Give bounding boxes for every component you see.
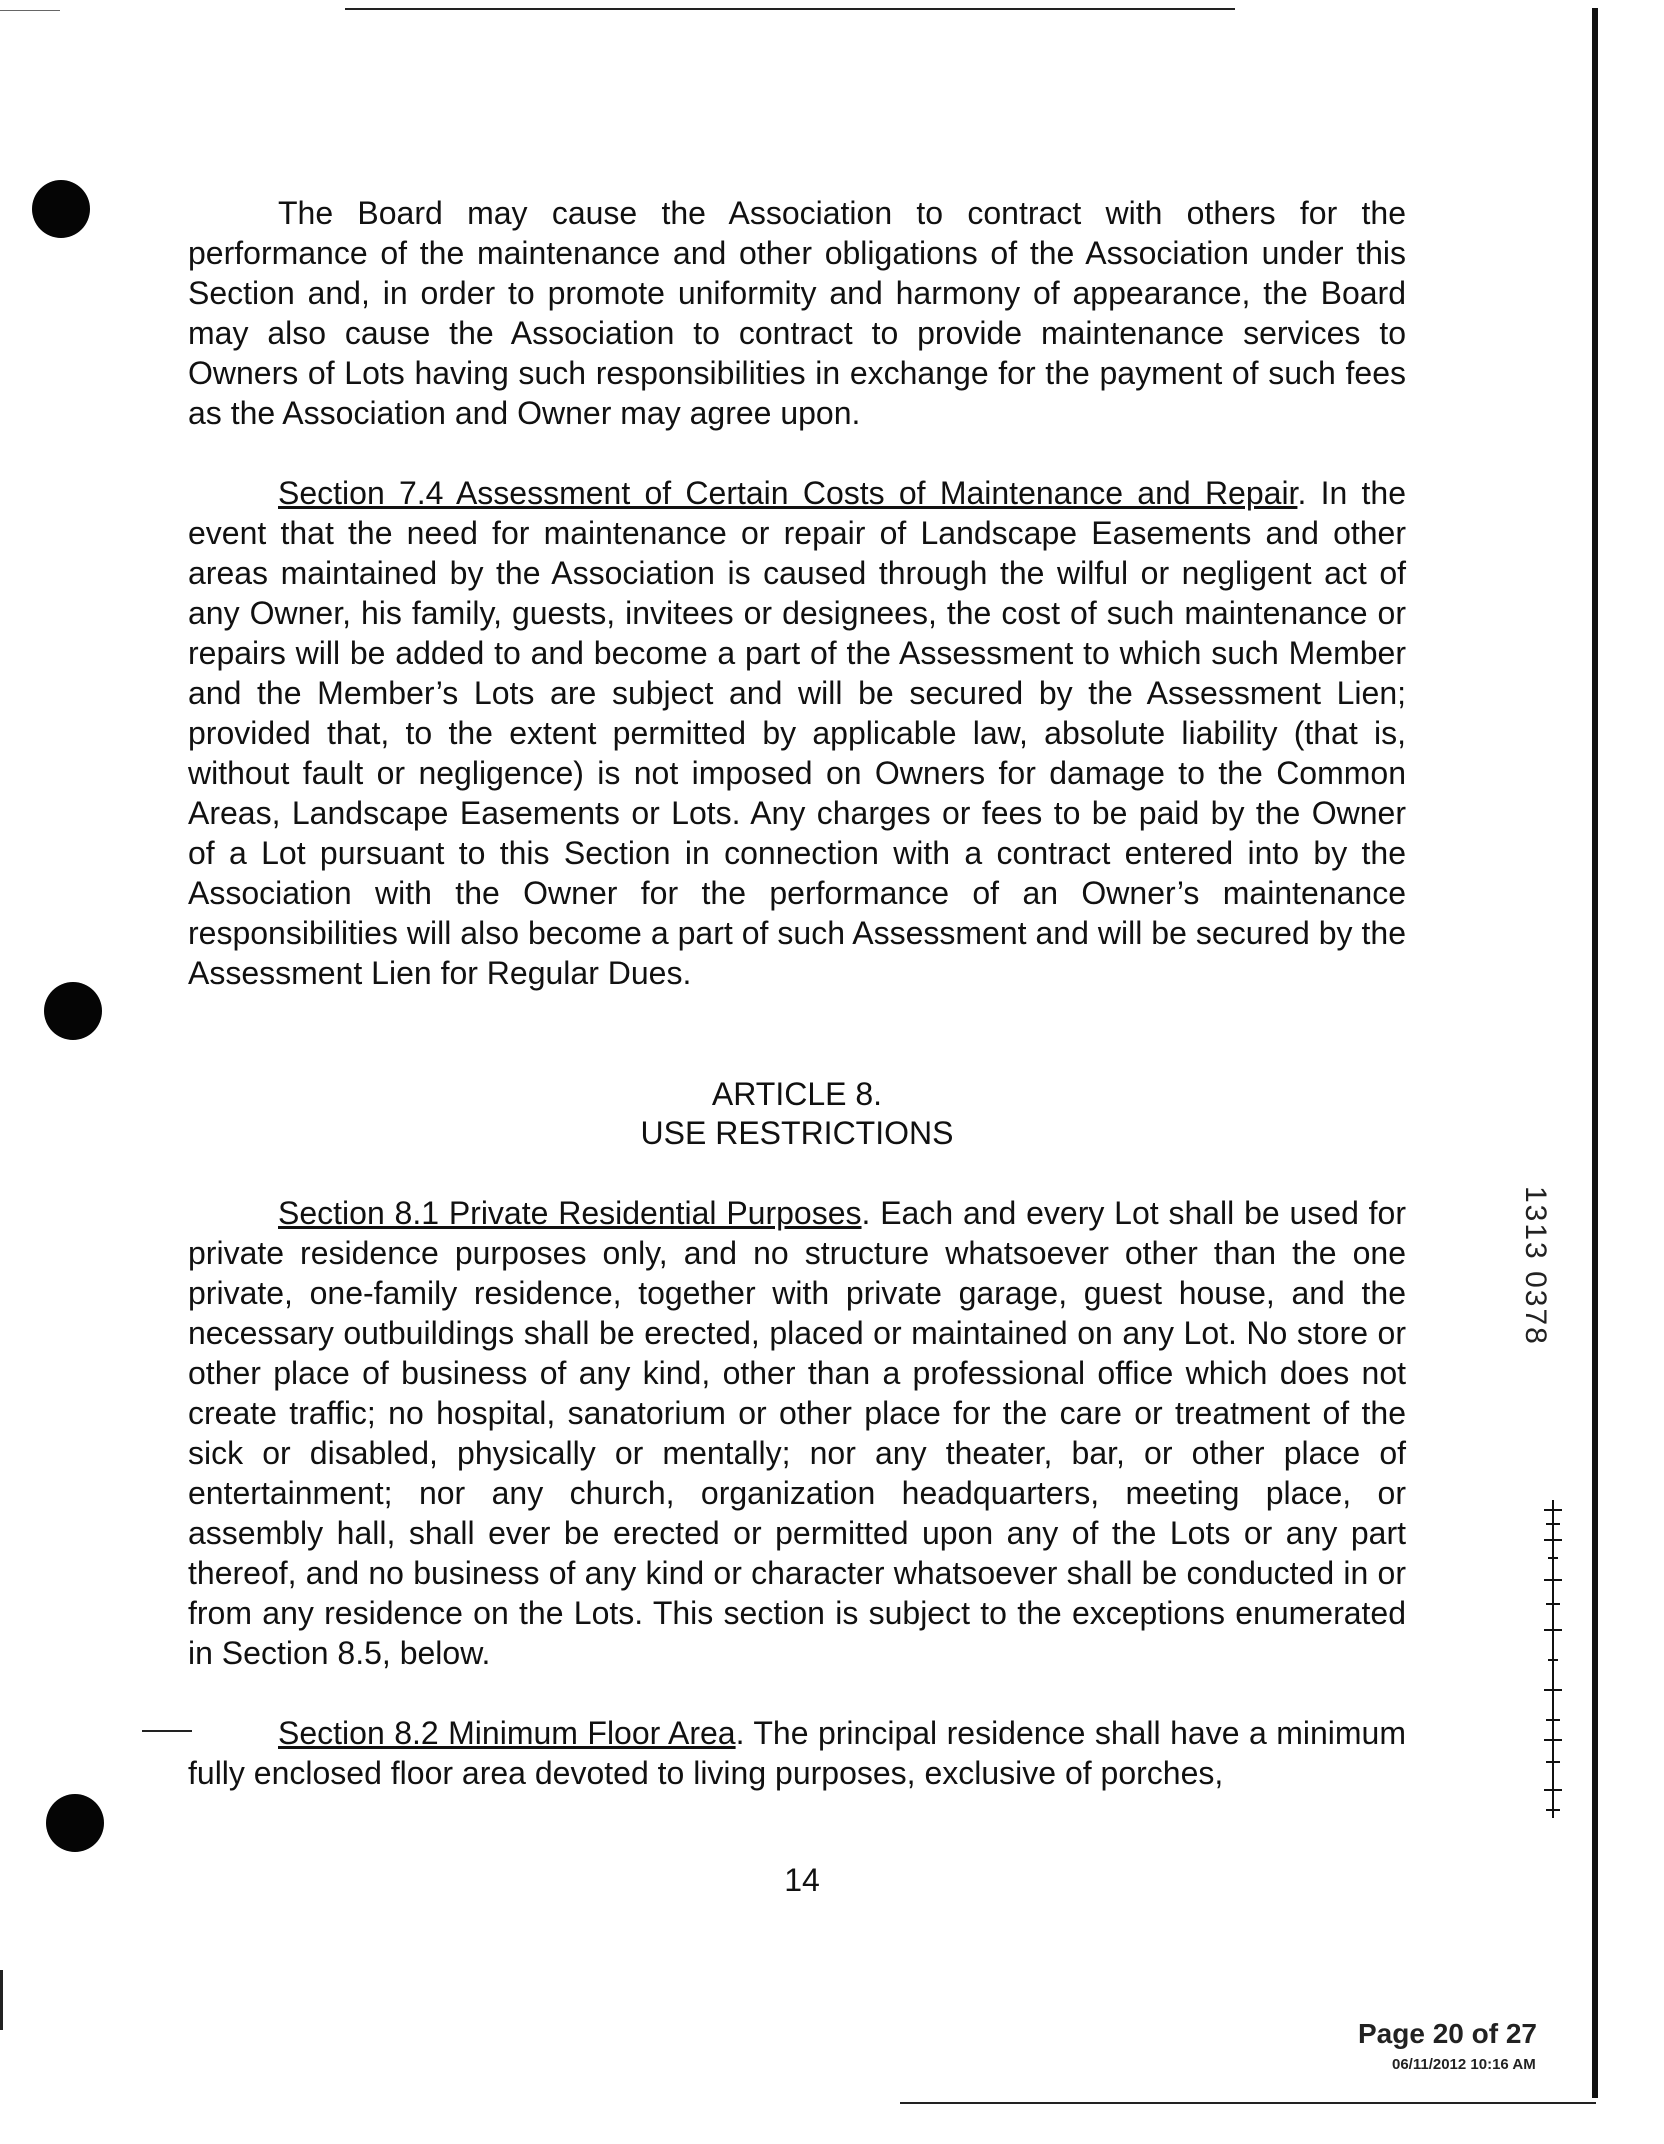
paragraph-text: . Each and every Lot shall be used for private residence purposes only, and no structure whatsoever other than the one private, one-family residence, together with private garage, guest house, and the necessary outbuildings shall be erected, placed or maintained on any Lot. No store or other place of business of any kind, other than a professional office which does not create traffic; no hospital, sanatorium or other place for the care or treatment of the sick or disabled, physically or mentally; nor any theater, bar, or other place of entertainment; nor any church, organization headquarters, meeting place, or assembly hall, shall ever be erected or permitted upon any of the Lots or any part thereof, and no business of any kind or character whatsoever shall be conducted in or from any residence on the Lots. This section is subject to the exceptions enumerated in Section 8.5, below. (188, 1195, 1407, 1671)
paragraph-text: . In the event that the need for maintenance or repair of Landscape Easements and other areas maintained by the Association is caused through the wilful or negligent act of any Owner, his family, guests, invitees or designees, the cost of such maintenance or repairs will be added to and become a part of the Assessment to which such Member and the Member’s Lots are subject and will be secured by the Assessment Lien; provided that, to the extent permitted by applicable law, absolute liability (that is, without fault or negligence) is not imposed on Owners for damage to the Common Areas, Landscape Easements or Lots. Any charges or fees to be paid by the Owner of a Lot pursuant to this Section in connection with a contract entered into by the Association with the Owner for the performance of an Owner’s maintenance responsibilities will also become a part of such Assessment and will be secured by the Assessment Lien for Regular Dues. (188, 475, 1406, 991)
punch-hole (46, 1794, 104, 1852)
footer-timestamp: 06/11/2012 10:16 AM (1392, 2056, 1536, 2073)
punch-hole (44, 982, 102, 1040)
paragraph-section-8-2 (188, 1713, 1406, 1793)
right-page-edge (1592, 8, 1598, 2098)
margin-barcode (1540, 1500, 1566, 1818)
section-heading: Section 8.1 Private Residential Purposes (278, 1195, 862, 1231)
top-rule (345, 8, 1235, 10)
article-title: USE RESTRICTIONS (640, 1115, 954, 1151)
paragraph-text: The Board may cause the Association to contract with others for the performance of the maintenance and other obligations of the Association under this Section and, in order to promote uniformity and harmony of appearance, the Board may also cause the Association to contract to provide maintenance services to Owners of Lots having such responsibilities in exchange for the payment of such fees as the Association and Owner may agree upon. (188, 195, 1406, 431)
punch-hole (32, 180, 90, 238)
footer-page-label: Page 20 of 27 (1358, 2018, 1537, 2049)
paragraph-text: . The principal residence shall have a minimum fully enclosed floor area devoted to living purposes, exclusive of porches, (188, 1715, 1407, 1791)
bottom-rule (900, 2102, 1596, 2104)
margin-dash (142, 1730, 192, 1732)
margin-stamp: 1313 0378 (1519, 1186, 1552, 1346)
paragraph-maintenance-contracts (188, 193, 1406, 433)
left-page-edge (0, 1970, 3, 2030)
scan-edge-mark (0, 10, 60, 11)
paragraph-section-8-1 (188, 1193, 1406, 1673)
section-heading: Section 7.4 Assessment of Certain Costs of Maintenance and Repair (278, 475, 1298, 511)
article-number: ARTICLE 8. (711, 1076, 883, 1112)
paragraph-section-7-4 (188, 473, 1406, 993)
page-number: 14 (784, 1862, 820, 1898)
section-heading: Section 8.2 Minimum Floor Area (278, 1715, 736, 1751)
